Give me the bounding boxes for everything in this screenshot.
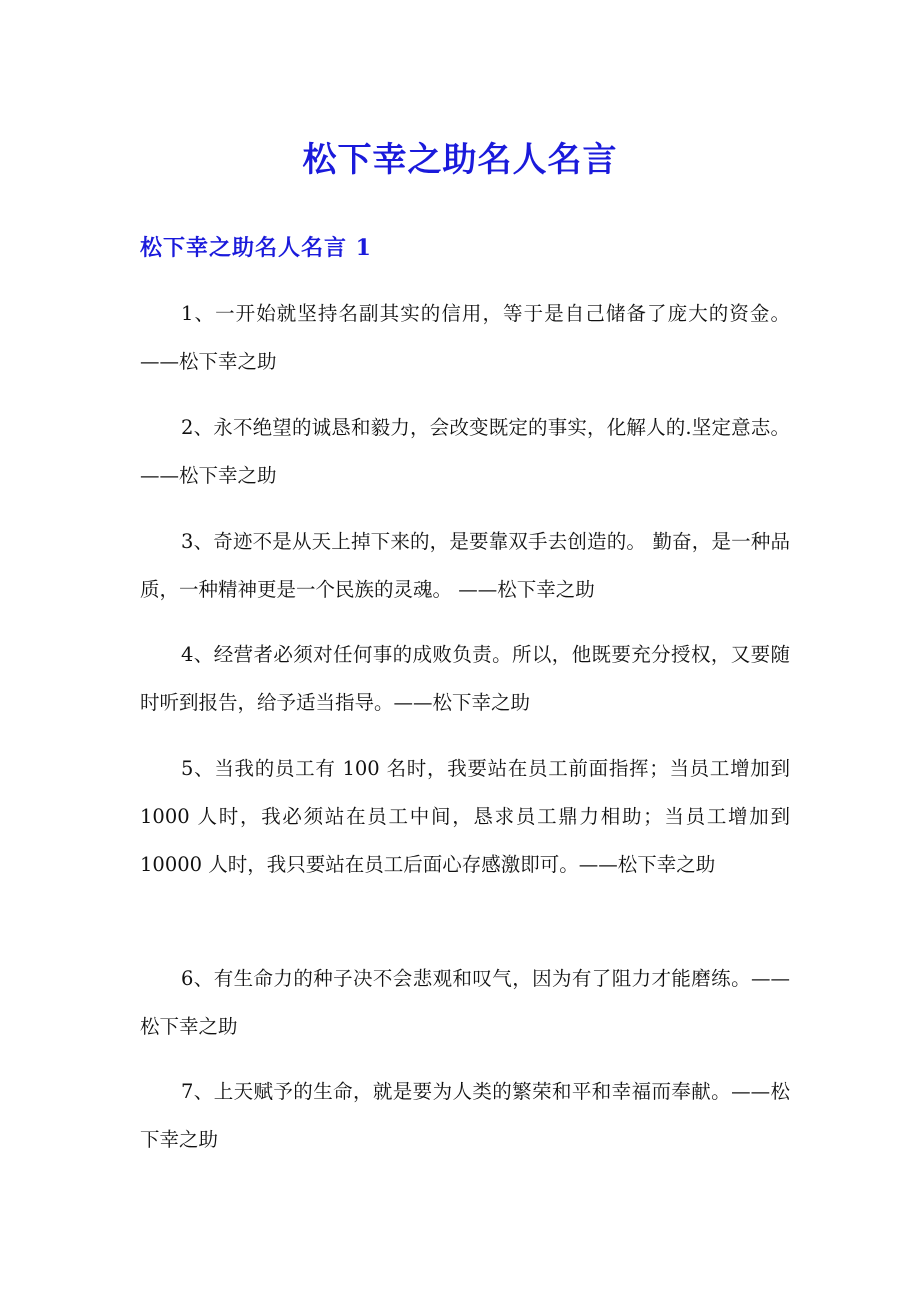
quote-text: 上天赋予的生命，就是要为人类的繁荣和平和幸福而奉献。 <box>213 1080 732 1103</box>
quote-number: 3、 <box>181 530 214 553</box>
quote-item <box>140 1068 790 1164</box>
quote-author: ——松下幸之助 <box>140 1080 790 1151</box>
quote-author: ——松下幸之助 <box>140 967 790 1038</box>
quote-author: ——松下幸之助 <box>578 853 716 876</box>
quote-text: 奇迹不是从天上掉下来的，是要靠双手去创造的。 勤奋，是一种品质，一种精神更是一个民族的灵魂。 <box>140 530 790 601</box>
quote-text: 一开始就坚持名副其实的信用，等于是自己储备了庞大的资金。 <box>215 302 790 325</box>
quote-author: ——松下幸之助 <box>140 464 277 487</box>
quote-number: 2、 <box>181 416 214 439</box>
section-heading: 松下幸之助名人名言 1 <box>140 235 372 261</box>
quote-number: 4、 <box>181 643 214 666</box>
quote-item <box>140 745 790 889</box>
quote-author: ——松下幸之助 <box>140 350 277 373</box>
quote-number: 7、 <box>181 1080 214 1103</box>
quote-number: 1、 <box>181 302 216 325</box>
quote-author: ——松下幸之助 <box>393 691 531 714</box>
quote-author: ——松下幸之助 <box>458 578 595 601</box>
page-title: 松下幸之助名人名言 <box>302 140 618 180</box>
quote-number: 5、 <box>181 757 215 780</box>
quote-text: 当我的员工有 100 名时，我要站在员工前面指挥；当员工增加到 1000 人时，我必须站在员工中间，恳求员工鼎力相助；当员工增加到 10000 人时，我只要站在员工后面心存感激即可。 <box>140 757 790 876</box>
quote-item <box>140 518 790 614</box>
quote-text: 永不绝望的诚恳和毅力，会改变既定的事实，化解人的.坚定意志。 <box>213 416 790 439</box>
quote-text: 有生命力的种子决不会悲观和叹气，因为有了阻力才能磨练。 <box>213 967 751 990</box>
quote-number: 6、 <box>181 967 214 990</box>
quote-item <box>140 955 790 1051</box>
quote-item <box>140 404 790 500</box>
quote-item <box>140 290 790 386</box>
quote-item <box>140 631 790 727</box>
quote-text: 经营者必须对任何事的成败负责。所以，他既要充分授权，又要随时听到报告，给予适当指导。 <box>140 643 790 714</box>
